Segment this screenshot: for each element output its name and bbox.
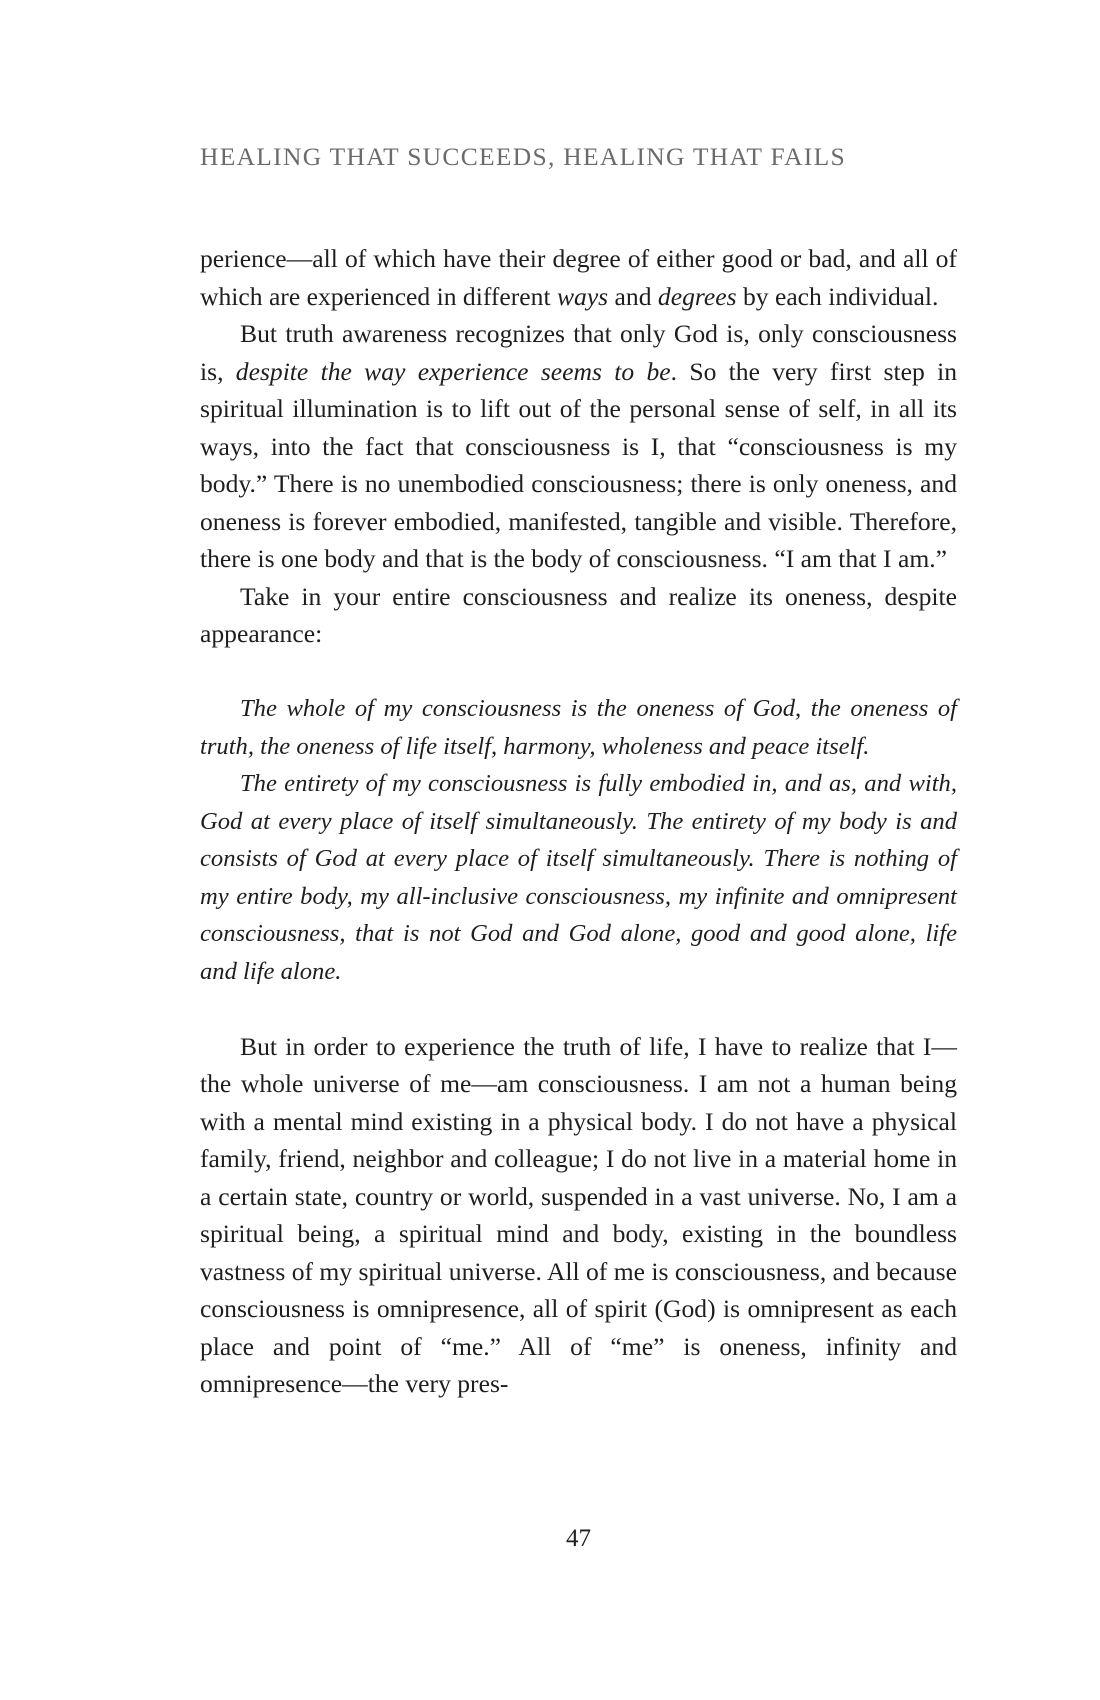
emphasis-ways: ways (556, 281, 609, 311)
paragraph: But in order to experience the truth of life, I have to realize that I—the whole universe of me—am consciousness. I am not a human being with a mental mind existing in a physical body. I do not have a physical family, friend, neighbor and colleague; I do not live in a material home in a certain state, country or world, suspended in a vast universe. No, I am a spiritual being, a spiritual mind and body, existing in the boundless vastness of my spiritual universe. All of me is consciousness, and because consciousness is omnipresence, all of spirit (God) is omnipresent as each place and point of “me.” All of “me” is oneness, infinity and omnipresence—the very pres- (200, 1031, 958, 1398)
paragraph: Take in your entire consciousness and realize its oneness, despite appearance: (200, 581, 957, 648)
meditation-extract: The entirety of my consciousness is fully embodied in, and as, and with, God at every place of itself simultaneously. The entirety of my body is and consists of God at every place of itself simultaneously. There is nothing of my entire body, my all-inclusive consciousness, my infinite and omnipresent consciousness, that is not God and God alone, good and good alone, life and life alone. (200, 770, 957, 985)
page-number: 47 (566, 1525, 591, 1552)
emphasis-degrees: degrees (657, 281, 737, 311)
running-head: HEALING THAT SUCCEEDS, HEALING THAT FAILS (200, 142, 846, 171)
body-text (200, 240, 957, 1403)
paragraph-text: perience—all of which have their degree of either good or bad, and all of which are experienced in different (200, 244, 957, 311)
paragraph-text: . So the very first step in spiritual illumination is to lift out of the personal sense of self, in all its ways, into the fact that consciousness is I, that “consciousness is my body.” There is no unembodied consciousness; there is only oneness, and oneness is forever embodied, manifested, tangible and visible. Therefore, there is one body and that is the body of consciousness. “I am that I am.” (200, 356, 957, 573)
paragraph-text: by each individual. (736, 281, 939, 311)
paragraph (200, 315, 957, 578)
meditation-extract: The whole of my consciousness is the oneness of God, the oneness of truth, the oneness of life itself, harmony, wholeness and peace itself. (200, 695, 957, 760)
paragraph-continued (200, 240, 957, 315)
paragraph-text: and (608, 281, 658, 311)
emphasis-phrase: despite the way experience seems to be (235, 356, 671, 386)
paragraph-text: But truth awareness recognizes that only God is, only consciousness is, (200, 319, 957, 386)
